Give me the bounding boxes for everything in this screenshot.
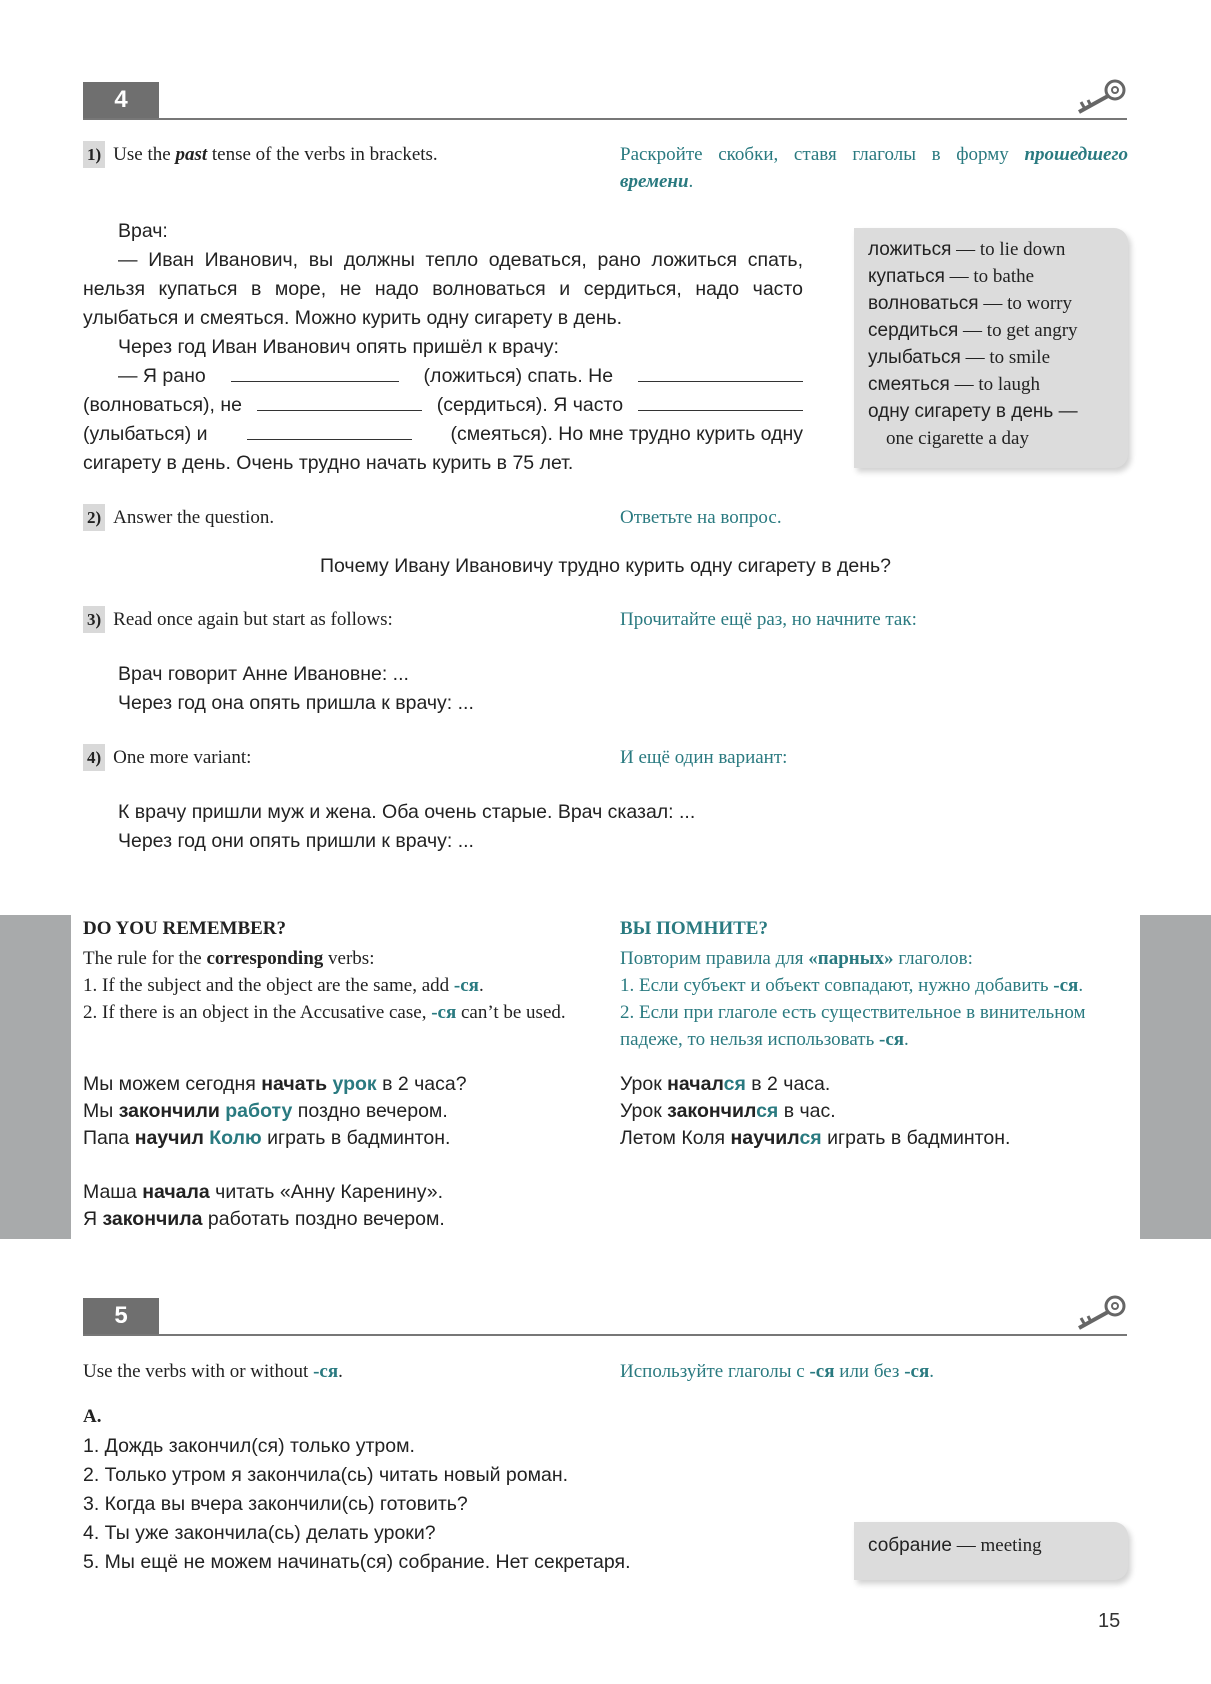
ex-text: играть в бадминтон. (821, 1127, 1011, 1149)
blank-field[interactable] (638, 392, 803, 411)
ex5-en-text: . (338, 1361, 343, 1382)
dialog-line: улыбаться и смеяться. Можно курить одну сигарету в день. (83, 307, 623, 329)
vocab-item (868, 290, 1128, 317)
ex-object: Колю (209, 1127, 262, 1149)
rule-line (620, 972, 1135, 999)
q2-number: 2) (83, 504, 105, 531)
suffix-highlight: -ся (431, 1002, 457, 1023)
ex-text: читать «Анну Каренину». (209, 1181, 443, 1203)
ex5-ru-text: или без (834, 1361, 905, 1382)
ex-verb: закончил (667, 1100, 757, 1122)
ex-verb: научил (730, 1127, 800, 1149)
fill-text: (сердиться). Я часто (436, 394, 624, 416)
fill-line-3 (83, 420, 803, 449)
example-line (620, 1125, 1010, 1152)
q1-ru-text-end: . (688, 171, 694, 192)
q4-line: Через год они опять пришли к врачу: ... (118, 830, 474, 852)
vocabulary-box-2 (854, 1522, 1128, 1580)
ex-verb: начать (261, 1073, 328, 1095)
example-line (83, 1125, 467, 1152)
ex-suffix: ся (723, 1073, 746, 1095)
vocab-ru: собрание (868, 1535, 952, 1556)
list-item: 3. Когда вы вчера закончили(сь) готовить? (83, 1493, 468, 1515)
ex-text: Мы (83, 1100, 119, 1122)
q4-instruction-ru: И ещё один вариант: (620, 747, 788, 768)
blank-field[interactable] (231, 363, 399, 382)
vocab-item (868, 371, 1128, 398)
vocab-en: — to lie down (951, 239, 1066, 260)
q1-instruction-ru (620, 141, 1128, 195)
ex5-items (83, 1432, 631, 1577)
rule-line (620, 945, 1135, 972)
ex-text: в час. (778, 1100, 836, 1122)
fill-line-2 (83, 391, 803, 420)
ex-text: поздно вечером. (292, 1100, 448, 1122)
dialog-speaker: Врач: (118, 220, 168, 242)
vocab-ru: сердиться (868, 320, 959, 341)
q3-text (118, 660, 474, 718)
list-item: 5. Мы ещё не можем начинать(ся) собрание. Нет секретаря. (83, 1551, 631, 1573)
ex-verb: научил (134, 1127, 204, 1149)
q1-en-text: Use the (113, 144, 176, 165)
exercise-number: 4 (83, 82, 159, 118)
key-icon (1071, 1294, 1127, 1334)
vocab-en: — to laugh (949, 374, 1041, 395)
suffix-highlight: -ся (809, 1361, 835, 1382)
rule-line: 2. Если при глаголе есть существительное в винительном (620, 1002, 1086, 1023)
dialog-text (83, 217, 803, 478)
vocab-ru: купаться (868, 266, 945, 287)
vocab-item (868, 317, 1128, 344)
rule-text: The rule for the (83, 948, 207, 969)
ex-object: урок (332, 1073, 377, 1095)
remember-title-ru: ВЫ ПОМНИТЕ? (620, 918, 768, 939)
ex5-section-label: A. (83, 1406, 102, 1427)
ex5-ru-text: Используйте глаголы с (620, 1361, 810, 1382)
vocab-en: — to worry (978, 293, 1073, 314)
q4-number: 4) (83, 744, 105, 771)
dialog-line: нельзя купаться в море, не надо волноваться и сердиться, надо часто (83, 278, 803, 300)
ex5-ru-text: . (929, 1361, 934, 1382)
rule-text: . (904, 1029, 909, 1050)
ex-verb: начала (142, 1181, 210, 1203)
rule-text: 2. If there is an object in the Accusative case, (83, 1002, 432, 1023)
ex-text: Папа (83, 1127, 135, 1149)
ex5-instruction-en (83, 1358, 343, 1385)
q4-line: К врачу пришли муж и жена. Оба очень старые. Врач сказал: ... (118, 801, 696, 823)
rule-text: падеже, то нельзя использовать (620, 1029, 879, 1050)
rule-text: . (1078, 975, 1084, 996)
vocab-item (868, 398, 1128, 425)
key-icon (1071, 78, 1127, 118)
q2-en-text: Answer the question. (113, 507, 275, 528)
q3-line: Через год она опять пришла к врачу: ... (118, 692, 474, 714)
q1-ru-emphasis: прошедшего времени (620, 144, 1128, 192)
exercise-5-header (83, 1298, 1127, 1336)
page-number: 15 (1098, 1610, 1121, 1632)
example-line (83, 1071, 467, 1098)
q4-en-text: One more variant: (113, 747, 252, 768)
dialog-line: Через год Иван Иванович опять пришёл к врачу: (118, 336, 559, 358)
ex-text: Летом Коля (620, 1127, 731, 1149)
vocab-item (868, 344, 1128, 371)
fill-text: — Я рано (118, 365, 206, 387)
vocab-en: — to smile (960, 347, 1051, 368)
fill-text: (ложиться) спать. Не (423, 365, 614, 387)
ex-text: играть в бадминтон. (261, 1127, 451, 1149)
ex-text: Я (83, 1208, 103, 1230)
vocab-item (868, 1532, 1128, 1559)
ex-object: работу (225, 1100, 293, 1122)
blank-field[interactable] (247, 421, 412, 440)
vocab-en: one cigarette a day (886, 428, 1029, 449)
fill-text: (волноваться), не (83, 394, 242, 416)
ex-verb: закончили (118, 1100, 220, 1122)
q3-instruction-ru: Прочитайте ещё раз, но начните так: (620, 609, 917, 630)
ex5-instruction-ru (620, 1358, 934, 1385)
vocab-ru: смеяться (868, 374, 950, 395)
ex-suffix: ся (756, 1100, 779, 1122)
rule-bold: corresponding (206, 948, 324, 969)
remember-title-en: DO YOU REMEMBER? (83, 918, 287, 939)
vocab-en: — meeting (951, 1535, 1042, 1556)
ex-text: в 2 часа? (376, 1073, 467, 1095)
q1-en-text-end: tense of the verbs in brackets. (207, 144, 438, 165)
examples-reflexive (620, 1071, 1010, 1152)
q4-instruction-en (83, 744, 251, 771)
vocabulary-box (854, 228, 1128, 468)
example-line (620, 1098, 1010, 1125)
remember-rules-en (83, 945, 603, 1026)
example-line (83, 1179, 445, 1206)
q1-instruction-en (83, 141, 603, 168)
rule-text: Повторим правила для (620, 948, 809, 969)
rule-bold: «парных» (808, 948, 894, 969)
fill-line-1 (83, 362, 803, 391)
q3-en-text: Read once again but start as follows: (113, 609, 393, 630)
vocab-item (868, 263, 1128, 290)
vocab-en: — to bathe (944, 266, 1035, 287)
remember-section (0, 915, 1211, 1239)
ex-text: Маша (83, 1181, 143, 1203)
q2-question: Почему Ивану Ивановичу трудно курить одну сигарету в день? (320, 555, 891, 577)
rule-text: 1. Если субъект и объект совпадают, нужно добавить (620, 975, 1054, 996)
ex-text: Мы можем сегодня (83, 1073, 262, 1095)
left-sidebar (0, 915, 71, 1239)
rule-line (83, 945, 603, 972)
list-item: 4. Ты уже закончила(сь) делать уроки? (83, 1522, 436, 1544)
ex-text: в 2 часа. (745, 1073, 831, 1095)
ex-text: Урок (620, 1073, 668, 1095)
examples-transitive (83, 1071, 467, 1152)
q2-instruction-ru: Ответьте на вопрос. (620, 507, 782, 528)
rule-line (83, 972, 603, 999)
example-line (83, 1098, 467, 1125)
q3-line: Врач говорит Анне Ивановне: ... (118, 663, 409, 685)
remember-rules-ru (620, 945, 1135, 1053)
ex-text: работать поздно вечером. (202, 1208, 445, 1230)
rule-text: 1. If the subject and the object are the same, add (83, 975, 454, 996)
vocab-ru: ложиться (868, 239, 952, 260)
dialog-line: — Иван Иванович, вы должны тепло одеваться, рано ложиться спать, (118, 249, 803, 271)
blank-field[interactable] (638, 363, 803, 382)
vocab-en: — to get angry (958, 320, 1078, 341)
rule-text: глаголов: (893, 948, 973, 969)
rule-line (620, 1026, 1135, 1053)
ex-text: Урок (620, 1100, 668, 1122)
ex-verb: начал (667, 1073, 724, 1095)
q2-instruction-en (83, 504, 274, 531)
vocab-ru: улыбаться (868, 347, 961, 368)
vocab-item (868, 236, 1128, 263)
suffix-highlight: -ся (453, 975, 479, 996)
dialog-line: сигарету в день. Очень трудно начать курить в 75 лет. (83, 452, 574, 474)
q1-ru-text: Раскройте скобки, ставя глаголы в форму (620, 144, 1025, 165)
examples-infinitive (83, 1179, 445, 1233)
q1-en-emphasis: past (175, 144, 208, 165)
ex5-en-text: Use the verbs with or without (83, 1361, 314, 1382)
list-item: 1. Дождь закончил(ся) только утром. (83, 1435, 415, 1457)
fill-text: (улыбаться) и (83, 423, 208, 445)
example-line (620, 1071, 1010, 1098)
q3-number: 3) (83, 606, 105, 633)
suffix-highlight: -ся (313, 1361, 339, 1382)
list-item: 2. Только утром я закончила(сь) читать новый роман. (83, 1464, 569, 1486)
vocab-item (868, 425, 1128, 452)
rule-line (83, 999, 603, 1026)
fill-text: (смеяться). Но мне трудно курить одну (450, 423, 803, 445)
right-sidebar (1140, 915, 1211, 1239)
suffix-highlight: -ся (904, 1361, 930, 1382)
ex-verb: закончила (102, 1208, 203, 1230)
ex-suffix: ся (799, 1127, 822, 1149)
suffix-highlight: -ся (879, 1029, 905, 1050)
rule-text: verbs: (323, 948, 375, 969)
vocab-ru: одну сигарету в день — (868, 401, 1078, 422)
blank-field[interactable] (257, 392, 422, 411)
suffix-highlight: -ся (1053, 975, 1079, 996)
exercise-4-header (83, 82, 1127, 120)
q1-number: 1) (83, 141, 105, 168)
rule-text: can’t be used. (456, 1002, 566, 1023)
example-line (83, 1206, 445, 1233)
q4-text (118, 798, 695, 856)
q3-instruction-en (83, 606, 393, 633)
vocab-ru: волноваться (868, 293, 979, 314)
exercise-number: 5 (83, 1298, 159, 1334)
rule-text: . (478, 975, 484, 996)
